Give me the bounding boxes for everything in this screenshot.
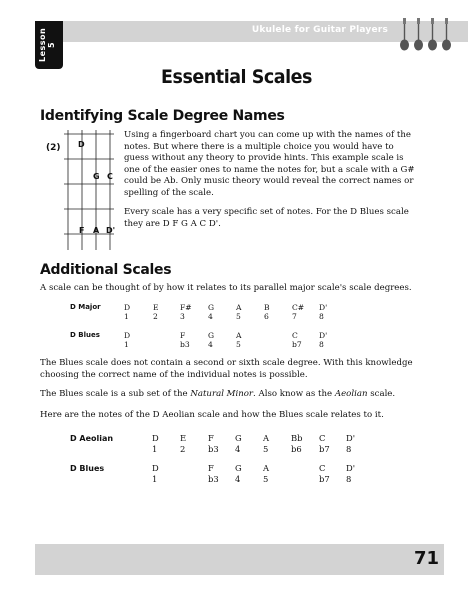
degree-cell: 8	[346, 474, 352, 484]
degree-cell: 1	[152, 474, 158, 484]
note-cell: G	[235, 433, 242, 443]
ukulele-icons	[398, 16, 460, 52]
degree-cell: 8	[319, 340, 324, 349]
degree-cell: 2	[180, 444, 186, 454]
paragraph-blues-notes: Every scale has a very specific set of notes. For the D Blues scale they are D F G A C D'.	[124, 207, 409, 229]
note-cell: C	[292, 331, 298, 340]
degree-cell: 1	[152, 444, 158, 454]
degree-cell: 4	[235, 444, 241, 454]
note-cell: D'	[346, 463, 356, 473]
degree-cell: 6	[264, 312, 269, 321]
degree-cell: 5	[263, 474, 269, 484]
degree-cell: b3	[180, 340, 190, 349]
note-cell: F	[208, 463, 214, 473]
fret-note-label: D	[78, 140, 85, 149]
degree-cell: 4	[208, 312, 213, 321]
degree-cell: 8	[319, 312, 324, 321]
note-cell: D	[124, 331, 131, 340]
note-cell: C	[319, 463, 326, 473]
degree-cell: 4	[208, 340, 213, 349]
note-cell: D	[152, 433, 159, 443]
row-label-d-blues-2: D Blues	[70, 464, 105, 473]
paragraph-fingerboard: Using a fingerboard chart you can come up with the names of the notes. But where there is a multiple choice you would have to guess without any theory to provide hints. This example scale is one of the easier ones to name the notes for, but a scale with a G# could be Ab. Only music theory would reveal the correct names or spelling of the scale.	[124, 130, 415, 198]
fret-note-label: F	[79, 226, 85, 235]
note-cell: A	[236, 331, 242, 340]
degree-cell: 5	[236, 340, 241, 349]
degree-cell: b3	[208, 474, 219, 484]
degree-cell: b7	[319, 444, 330, 454]
ukulele-icon	[428, 18, 437, 51]
degree-cell: 5	[236, 312, 241, 321]
degree-cell: b7	[319, 474, 330, 484]
degree-cell: 7	[292, 312, 297, 321]
row-label-d-aeolian: D Aeolian	[70, 434, 114, 443]
fret-note-label: C	[107, 172, 113, 181]
note-cell: G	[208, 303, 215, 312]
degree-cell: 1	[124, 340, 129, 349]
book-title: Ukulele for Guitar Players	[251, 25, 388, 35]
chapter-tab	[35, 21, 63, 69]
note-cell: D'	[319, 331, 328, 340]
note-cell: F#	[180, 303, 192, 312]
page-title: Essential Scales	[161, 66, 312, 88]
degree-cell: b3	[208, 444, 219, 454]
note-cell: E	[153, 303, 159, 312]
note-cell: D	[152, 463, 159, 473]
note-cell: A	[263, 433, 270, 443]
degree-cell: 3	[180, 312, 185, 321]
degree-cell: 5	[263, 444, 269, 454]
header-bar	[35, 21, 468, 42]
degree-cell: 2	[153, 312, 158, 321]
ukulele-icon	[442, 18, 451, 51]
emphasis-aeolian: Aeolian	[334, 389, 368, 399]
paragraph-scale-intro: A scale can be thought of by how it relates to its parallel major scale's scale degrees.	[40, 283, 412, 293]
degree-cell: 1	[124, 312, 129, 321]
note-cell: C	[319, 433, 326, 443]
note-cell: G	[235, 463, 242, 473]
paragraph-blues-degrees: The Blues scale does not contain a second or sixth scale degree. With this knowledge choosing the correct name of the individual notes is possible.	[40, 358, 413, 380]
note-cell: A	[263, 463, 270, 473]
row-label-d-blues: D Blues	[70, 331, 100, 339]
paragraph-natural-minor	[40, 389, 430, 401]
note-cell: C#	[292, 303, 305, 312]
chapter-tab-label: Lesson 5	[38, 27, 56, 63]
row-label-d-major: D Major	[70, 303, 101, 311]
ukulele-icon	[400, 18, 409, 51]
paragraph-aeolian-intro: Here are the notes of the D Aeolian scale and how the Blues scale relates to it.	[40, 410, 384, 420]
note-cell: A	[236, 303, 242, 312]
fret-note-label: G	[93, 172, 100, 181]
note-cell: D'	[319, 303, 328, 312]
page-number: 71	[414, 548, 440, 569]
emphasis-natural-minor: Natural Minor	[190, 389, 254, 399]
figure-number: (2)	[46, 143, 61, 153]
text-span: . Also know as the	[253, 389, 335, 399]
note-cell: D	[124, 303, 131, 312]
footer-bar	[35, 544, 444, 575]
note-cell: D'	[346, 433, 356, 443]
degree-cell: b6	[291, 444, 302, 454]
fret-note-label: D'	[106, 226, 116, 235]
note-cell: B	[264, 303, 270, 312]
note-cell: G	[208, 331, 215, 340]
degree-cell: 8	[346, 444, 352, 454]
text-span: The Blues scale is a sub set of the	[40, 389, 191, 399]
degree-cell: b7	[292, 340, 302, 349]
section-heading-additional: Additional Scales	[40, 262, 172, 278]
section-heading-identifying: Identifying Scale Degree Names	[40, 108, 285, 124]
note-cell: F	[180, 331, 186, 340]
note-cell: F	[208, 433, 214, 443]
degree-cell: 4	[235, 474, 241, 484]
fret-note-label: A	[93, 226, 100, 235]
note-cell: Bb	[291, 433, 303, 443]
note-cell: E	[180, 433, 187, 443]
text-span: scale.	[367, 389, 396, 399]
ukulele-icon	[414, 18, 423, 51]
